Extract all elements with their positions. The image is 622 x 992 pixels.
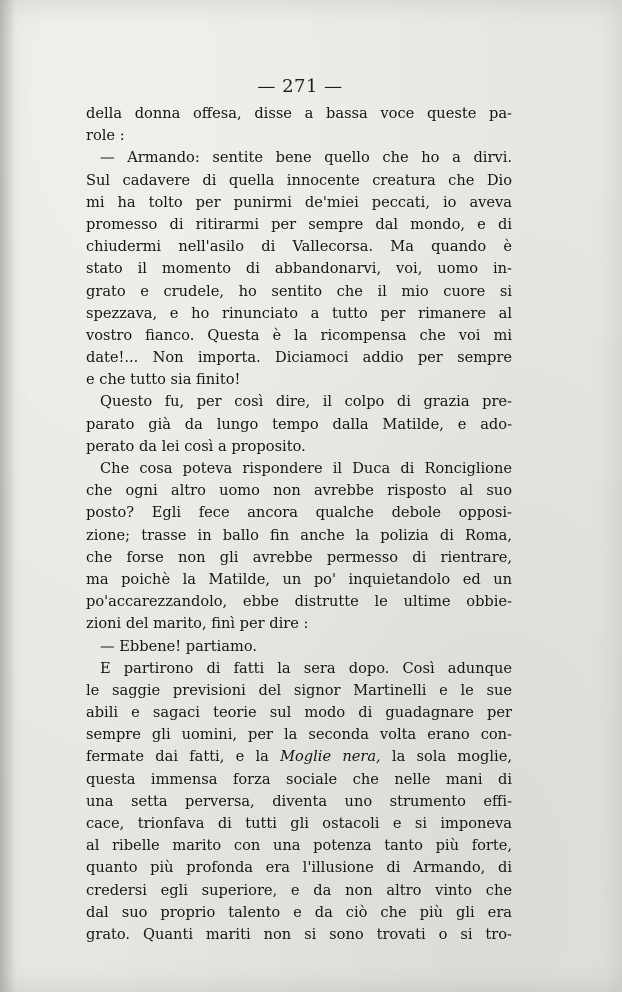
text-line: Sul cadavere di quella innocente creatura che Dio — [86, 171, 512, 189]
text-line — [86, 746, 512, 768]
page-spine-shadow — [0, 0, 16, 992]
text-line: spezzava, e ho rinunciato a tutto per rimanere al — [86, 304, 512, 322]
text-line: zioni del marito, finì per dire : — [86, 615, 309, 633]
italic-title: Moglie nera, — [280, 748, 381, 766]
text-line: — Ebbene! partiamo. — [100, 637, 258, 655]
text-line: stato il momento di abbandonarvi, voi, uomo in- — [86, 260, 512, 278]
text-line: perato da lei così a proposito. — [86, 437, 306, 455]
text-line: Che cosa poteva rispondere il Duca di Ronciglione — [100, 460, 512, 477]
text-line: sempre gli uomini, per la seconda volta erano con- — [86, 726, 512, 744]
text-line: al ribelle marito con una potenza tanto più forte, — [86, 837, 512, 855]
text-segment: fermate dai fatti, e la — [86, 748, 281, 766]
text-line: grato. Quanti mariti non si sono trovati o si tro- — [86, 925, 512, 943]
text-line: mi ha tolto per punirmi de'miei peccati, io aveva — [86, 193, 512, 211]
text-segment: la sola moglie, — [380, 748, 512, 766]
text-line: abili e sagaci teorie sul modo di guadagnare per — [86, 704, 512, 722]
text-line: le saggie previsioni del signor Martinelli e le sue — [86, 681, 512, 699]
text-line: E partirono di fatti la sera dopo. Così adunque — [100, 659, 512, 677]
text-line: Questo fu, per così dire, il colpo di grazia pre- — [100, 393, 512, 411]
text-line: una setta perversa, diventa uno strumento effi- — [86, 792, 512, 810]
page-number: — 271 — — [257, 76, 343, 97]
text-line: vostro fianco. Questa è la ricompensa che voi mi — [86, 326, 512, 344]
text-line: che ogni altro uomo non avrebbe risposto al suo — [86, 482, 512, 500]
text-line: ma poichè la Matilde, un po' inquietandolo ed un — [86, 570, 512, 588]
text-line: questa immensa forza sociale che nelle mani di — [86, 770, 512, 788]
text-line: e che tutto sia finito! — [86, 371, 241, 389]
text-line: credersi egli superiore, e da non altro vinto che — [86, 881, 512, 899]
text-line: chiudermi nell'asilo di Vallecorsa. Ma quando è — [86, 238, 512, 256]
text-line: posto? Egli fece ancora qualche debole opposi- — [86, 504, 512, 522]
text-line: promesso di ritirarmi per sempre dal mondo, e di — [86, 215, 512, 233]
text-line: parato già da lungo tempo dalla Matilde, e ado- — [86, 415, 512, 433]
text-line: role : — [86, 127, 125, 145]
text-line: zione; trasse in ballo fin anche la polizia di Roma, — [86, 526, 512, 544]
text-line: date!... Non importa. Diciamoci addio per sempre — [86, 349, 512, 367]
body-text — [86, 103, 512, 946]
text-line: quanto più profonda era l'illusione di Armando, di — [86, 859, 512, 877]
text-line: cace, trionfava di tutti gli ostacoli e si imponeva — [86, 815, 512, 832]
text-line: grato e crudele, ho sentito che il mio cuore si — [86, 282, 512, 300]
text-line: dal suo proprio talento e da ciò che più gli era — [86, 903, 512, 921]
text-line: — Armando: sentite bene quello che ho a dirvi. — [100, 149, 512, 167]
text-line: po'accarezzandolo, ebbe distrutte le ultime obbie- — [86, 593, 512, 611]
text-line: che forse non gli avrebbe permesso di rientrare, — [86, 548, 512, 566]
text-line: della donna offesa, disse a bassa voce queste pa- — [86, 105, 512, 122]
